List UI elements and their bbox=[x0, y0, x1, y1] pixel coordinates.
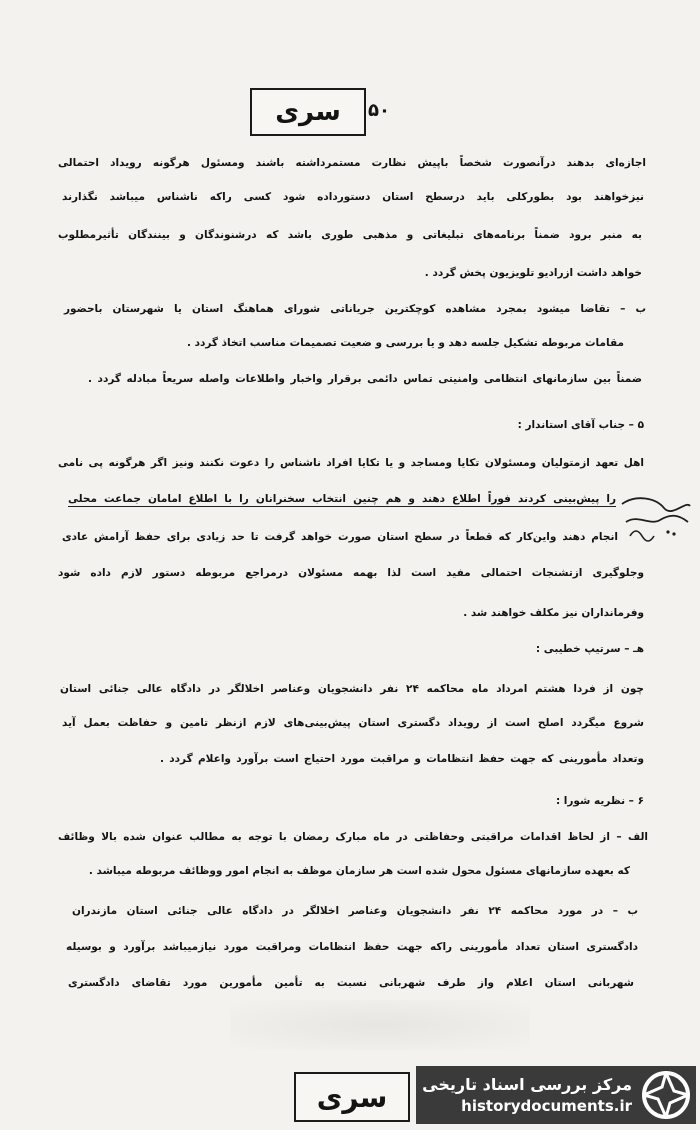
body-line: دادگستری استان تعداد مأمورینی راکه جهت حفظ انتظامات ومراقبت مورد نیازمیباشد برآورد و بوسیله bbox=[66, 941, 638, 953]
classification-label: سری bbox=[316, 1080, 388, 1114]
margin-note-scribble bbox=[616, 492, 696, 548]
archive-logo-banner[interactable] bbox=[416, 1066, 696, 1124]
classification-label: سری bbox=[275, 97, 341, 127]
body-line: نیزخواهند بود بطورکلی باید درسطح استان دستورداده شود کسی راکه ناشناس میباشد نگذارند bbox=[62, 191, 644, 203]
body-line: انجام دهند واین‌کار که قطعاً در سطح استان صورت خواهد گرفت تا حد زیادی برای حفظ آرامش عادی bbox=[62, 531, 618, 543]
body-line: خواهد داشت ازرادیو تلویزیون پخش گردد . bbox=[424, 267, 642, 279]
body-line: اهل تعهد ازمتولیان ومسئولان تکایا ومساجد و یا تکایا افراد ناشناس را دعوت نکنند ونیز اگر هرگونه پی نامی bbox=[58, 457, 644, 469]
body-line: شروع میگردد اصلح است از رویداد دگستری استان پیش‌بینی‌های لازم ازنظر تامین و حفاظت بعمل آید bbox=[62, 717, 644, 729]
section-heading: ۵ – جناب آقای استاندار : bbox=[517, 419, 644, 431]
logo-text bbox=[416, 1074, 640, 1116]
body-line: الف – از لحاظ اقدامات مراقبتی وحفاظتی در ماه مبارک رمضان با توجه به مطالب عنوان شده بالا وظائف bbox=[58, 831, 648, 843]
body-line: وتعداد مأمورینی که جهت حفظ انتظامات و مراقبت مورد احتیاج است برآورد واعلام گردد . bbox=[160, 753, 644, 765]
classification-stamp-top bbox=[250, 88, 366, 136]
logo-url[interactable]: historydocuments.ir bbox=[461, 1097, 632, 1115]
body-line: به منبر برود ضمناً برنامه‌های تبلیغاتی و مذهبی طوری باشد که درشنوندگان و بینندگان تأثیرمطلوب bbox=[58, 229, 642, 241]
classification-stamp-bottom bbox=[294, 1072, 410, 1122]
body-line: ضمناً بین سازمانهای انتظامی وامنیتی تماس دائمی برقرار واخبار واطلاعات واصله سریعاً مبادله گردد . bbox=[88, 373, 642, 385]
body-line: ب – در مورد محاکمه ۲۴ نفر دانشجویان وعناصر اخلالگر در دادگاه عالی جنائی استان مازندران bbox=[72, 905, 638, 917]
body-line: وفرمانداران نیز مکلف خواهند شد . bbox=[463, 607, 644, 619]
body-line: مقامات مربوطه تشکیل جلسه دهد و یا بررسی و ضعیت تصمیمات مناسب اتخاذ گردد . bbox=[186, 337, 624, 349]
paper-smudge bbox=[230, 1000, 530, 1050]
body-line: شهربانی استان اعلام واز طرف شهربانی نسبت به تأمین مأمورین مورد تقاضای دادگستری bbox=[68, 977, 634, 989]
body-line: چون از فردا هشتم امرداد ماه محاکمه ۲۴ نفر دانشجویان وعناصر اخلالگر در دادگاه عالی جنائی استان bbox=[60, 683, 644, 695]
body-line: اجازه‌ای بدهند درآنصورت شخصاً باپیش نظارت مستمرداشته باشند ومسئول هرگونه رویداد احتمالی bbox=[58, 157, 646, 169]
page-number: ۵۰ bbox=[368, 100, 390, 121]
logo-title: مرکز بررسی اسناد تاریخی bbox=[422, 1075, 632, 1094]
body-line: که بعهده سازمانهای مسئول محول شده است هر سازمان موظف به انجام امور ووظائف مربوطه میباشد . bbox=[88, 865, 630, 877]
handwritten-margin-note bbox=[616, 492, 696, 548]
body-line: را پیش‌بینی کردند فوراً اطلاع دهند و هم چنین انتخاب سخنرانان را با اطلاع امامان جماعت محلی bbox=[68, 493, 616, 505]
camera-shutter-icon bbox=[640, 1069, 692, 1121]
body-line: ب – تقاضا میشود بمجرد مشاهده کوچکترین جریاناتی شورای هماهنگ استان یا شهرستان باحضور bbox=[64, 303, 646, 315]
section-heading: هـ – سرتیپ خطیبی : bbox=[535, 643, 644, 655]
section-heading: ۶ – نظریه شورا : bbox=[555, 795, 644, 807]
body-line: وجلوگیری ازتشنجات احتمالی مفید است لذا بهمه مسئولان درمراجع مربوطه دستور لازم داده شود bbox=[58, 567, 644, 579]
